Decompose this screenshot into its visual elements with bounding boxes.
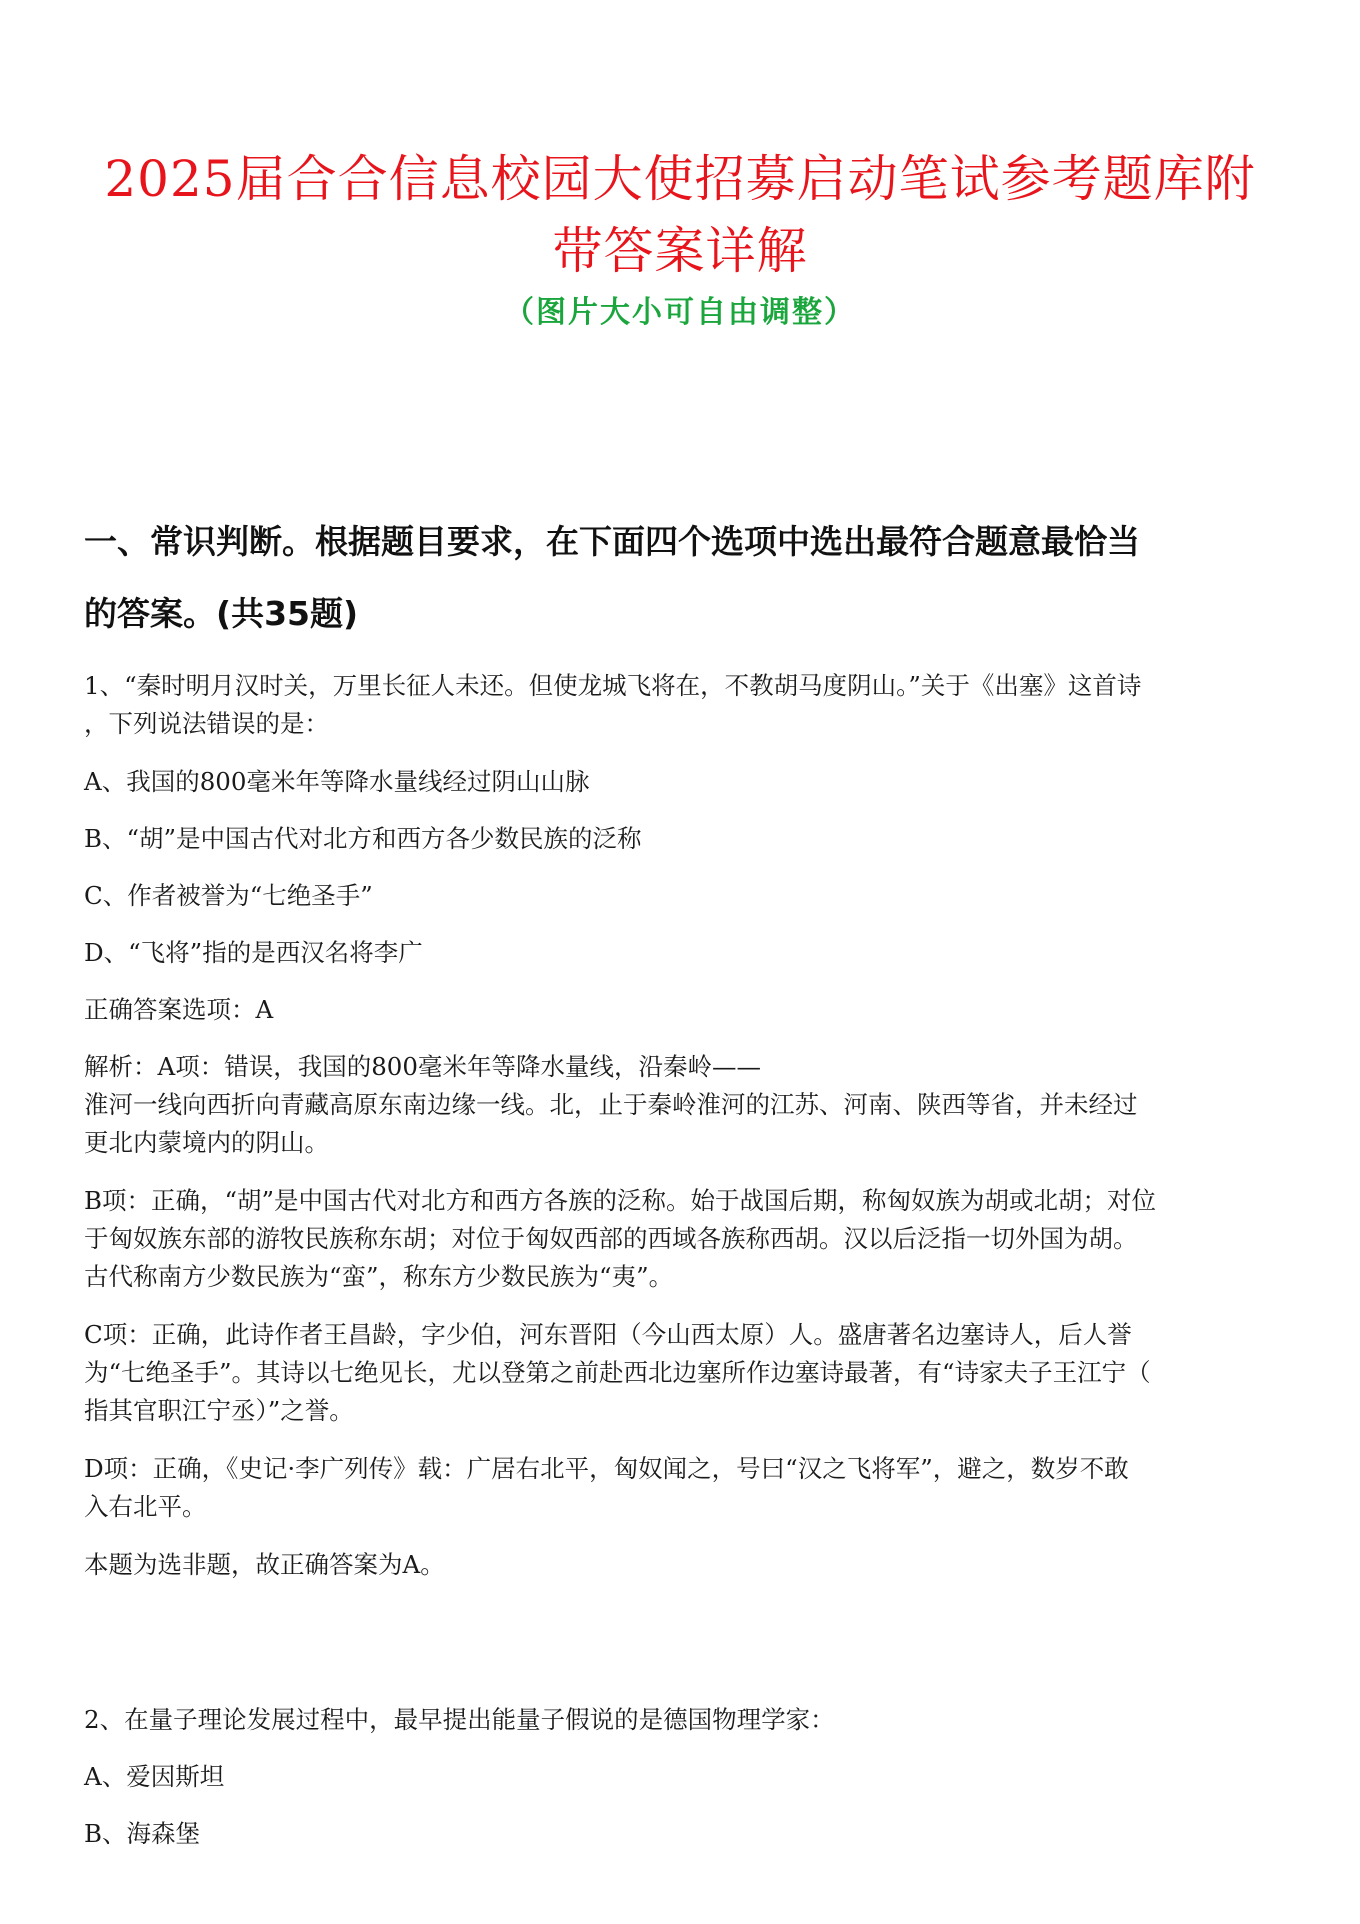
q1-analysis-d-line-2: 入右北平。 <box>84 1492 207 1521</box>
q1-analysis-d-line-1: D项：正确，《史记·李广列传》载：广居右北平，匈奴闻之，号曰“汉之飞将军”，避之，数岁不敢 <box>84 1454 1129 1483</box>
q1-option-d: D、“飞将”指的是西汉名将李广 <box>84 938 423 967</box>
q1-analysis-b-line-1: B项：正确，“胡”是中国古代对北方和西方各族的泛称。始于战国后期，称匈奴族为胡或北胡；对位 <box>84 1186 1157 1215</box>
q2-stem: 2、在量子理论发展过程中，最早提出能量子假说的是德国物理学家： <box>84 1705 835 1734</box>
q1-analysis-a-line-1: 解析：A项：错误，我国的800毫米年等降水量线，沿秦岭—— <box>84 1052 761 1081</box>
q1-analysis-c-line-3: 指其官职江宁丞）”之誉。 <box>84 1396 354 1425</box>
q1-analysis-b-line-2: 于匈奴族东部的游牧民族称东胡；对位于匈奴西部的西域各族称西胡。汉以后泛指一切外国为胡。 <box>84 1224 1138 1253</box>
q1-analysis-c-line-1: C项：正确，此诗作者王昌龄，字少伯，河东晋阳（今山西太原）人。盛唐著名边塞诗人，后人誉 <box>84 1320 1132 1349</box>
q1-conclusion: 本题为选非题，故正确答案为A。 <box>84 1550 445 1579</box>
q1-option-a: A、我国的800毫米年等降水量线经过阴山山脉 <box>84 767 590 796</box>
q2-option-a: A、爱因斯坦 <box>84 1762 225 1791</box>
q1-option-b: B、“胡”是中国古代对北方和西方各少数民族的泛称 <box>84 824 642 853</box>
q1-analysis-b-line-3: 古代称南方少数民族为“蛮”，称东方少数民族为“夷”。 <box>84 1262 674 1291</box>
q1-stem-line-2: ，下列说法错误的是： <box>84 709 329 738</box>
q2-option-b: B、海森堡 <box>84 1819 201 1848</box>
q1-stem-line-1: 1、“秦时明月汉时关，万里长征人未还。但使龙城飞将在，不教胡马度阴山。”关于《出塞》这首诗 <box>84 671 1142 700</box>
q1-analysis-a-line-3: 更北内蒙境内的阴山。 <box>84 1128 329 1157</box>
q1-option-c: C、作者被誉为“七绝圣手” <box>84 881 373 910</box>
document-title-line-1: 2025届合合信息校园大使招募启动笔试参考题库附 <box>104 150 1256 208</box>
document-title-line-2: 带答案详解 <box>552 222 808 280</box>
section-heading-line-1: 一、常识判断。根据题目要求，在下面四个选项中选出最符合题意最恰当 <box>84 522 1140 561</box>
q1-answer: 正确答案选项：A <box>84 995 274 1024</box>
q1-analysis-a-line-2: 淮河一线向西折向青藏高原东南边缘一线。北，止于秦岭淮河的江苏、河南、陕西等省，并未经过 <box>84 1090 1138 1119</box>
document-subtitle: （图片大小可自由调整） <box>504 295 856 330</box>
section-heading-line-2: 的答案。(共35题) <box>84 594 359 633</box>
q1-analysis-c-line-2: 为“七绝圣手”。其诗以七绝见长，尤以登第之前赴西北边塞所作边塞诗最著，有“诗家夫子王江宁（ <box>84 1358 1151 1387</box>
